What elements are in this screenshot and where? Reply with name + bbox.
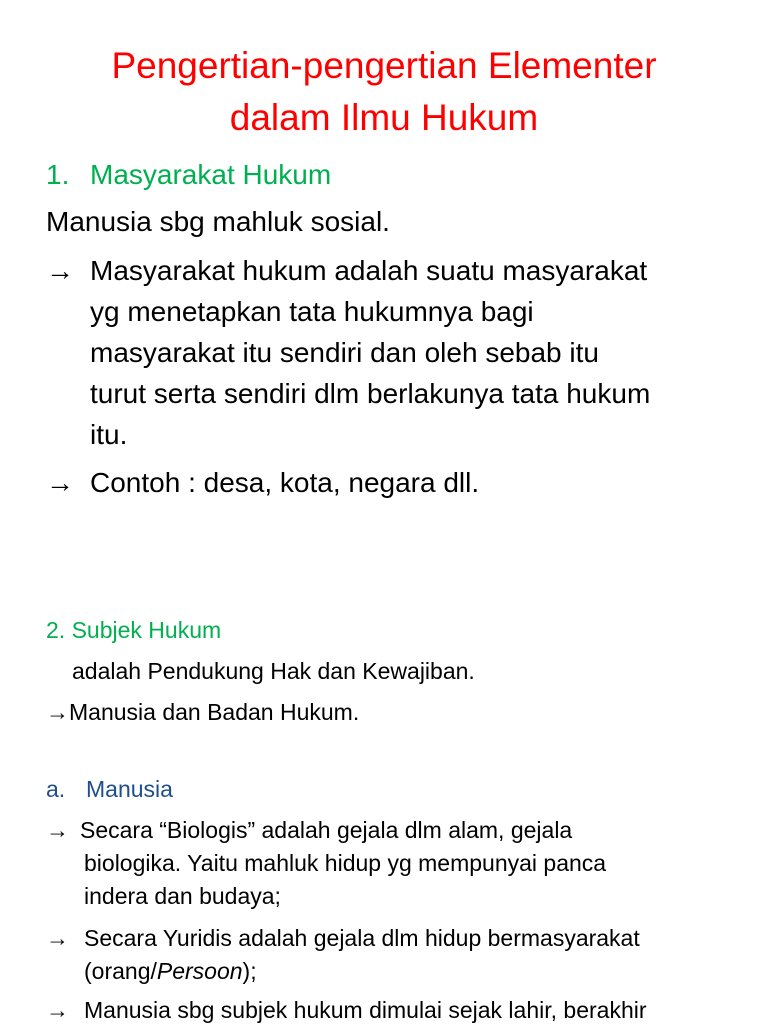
section-1-bullet-1-line: masyarakat itu sendiri dan oleh sebab itu (90, 337, 599, 368)
section-1-number: 1. (46, 159, 70, 190)
arrow-bullet-icon: → (46, 255, 74, 286)
section-a-bullet-2-pre: (orang/ (84, 958, 157, 984)
section-a-bullet-1-line-2: biologika. Yaitu mahluk hidup yg mempunyai panca (84, 850, 607, 876)
section-a-bullet-1-line-1: Secara “Biologis” adalah gejala dlm alam, gejala (80, 817, 573, 843)
section-2-heading: 2. Subjek Hukum (46, 617, 222, 643)
arrow-bullet-icon: → (46, 699, 69, 725)
section-a-letter: a. (46, 776, 66, 802)
section-a-bullet-2-post: ); (242, 958, 257, 984)
section-2-bullet-text: Manusia dan Badan Hukum. (69, 699, 360, 725)
section-1-bullet-1-line: Masyarakat hukum adalah suatu masyarakat (90, 255, 648, 286)
section-2-bullet (46, 697, 359, 727)
section-1-bullet-1 (90, 250, 650, 455)
section-1-intro: Manusia sbg mahluk sosial. (46, 206, 390, 237)
section-1-bullet-2: Contoh : desa, kota, negara dll. (90, 467, 480, 498)
section-a-bullet-2-line-1: Secara Yuridis adalah gejala dlm hidup bermasyarakat (84, 925, 640, 951)
section-a-heading: Manusia (86, 776, 173, 802)
section-a-bullet-1-line-3: indera dan budaya; (84, 883, 281, 909)
section-a-bullet-3: Manusia sbg subjek hukum dimulai sejak lahir, berakhir (84, 997, 647, 1023)
section-2-definition: adalah Pendukung Hak dan Kewajiban. (72, 658, 475, 684)
arrow-bullet-icon: → (46, 997, 69, 1023)
section-1-bullet-1-line: itu. (90, 419, 128, 450)
arrow-bullet-icon: → (46, 467, 74, 498)
section-a-bullet-2-line-2 (84, 955, 257, 988)
section-1-bullet-1-line: yg menetapkan tata hukumnya bagi (90, 296, 534, 327)
arrow-bullet-icon: → (46, 925, 69, 951)
section-a-bullet-2-italic: Persoon (156, 958, 243, 984)
title-line-1: Pengertian-pengertian Elementer (111, 45, 657, 86)
section-1-bullet-1-line: turut serta sendiri dlm berlakunya tata hukum (90, 378, 651, 409)
section-1-heading-text: Masyarakat Hukum (90, 159, 332, 190)
arrow-bullet-icon: → (46, 817, 69, 843)
title-line-2: dalam Ilmu Hukum (229, 97, 539, 138)
section-1-heading (46, 157, 69, 193)
slide-title (20, 40, 748, 144)
